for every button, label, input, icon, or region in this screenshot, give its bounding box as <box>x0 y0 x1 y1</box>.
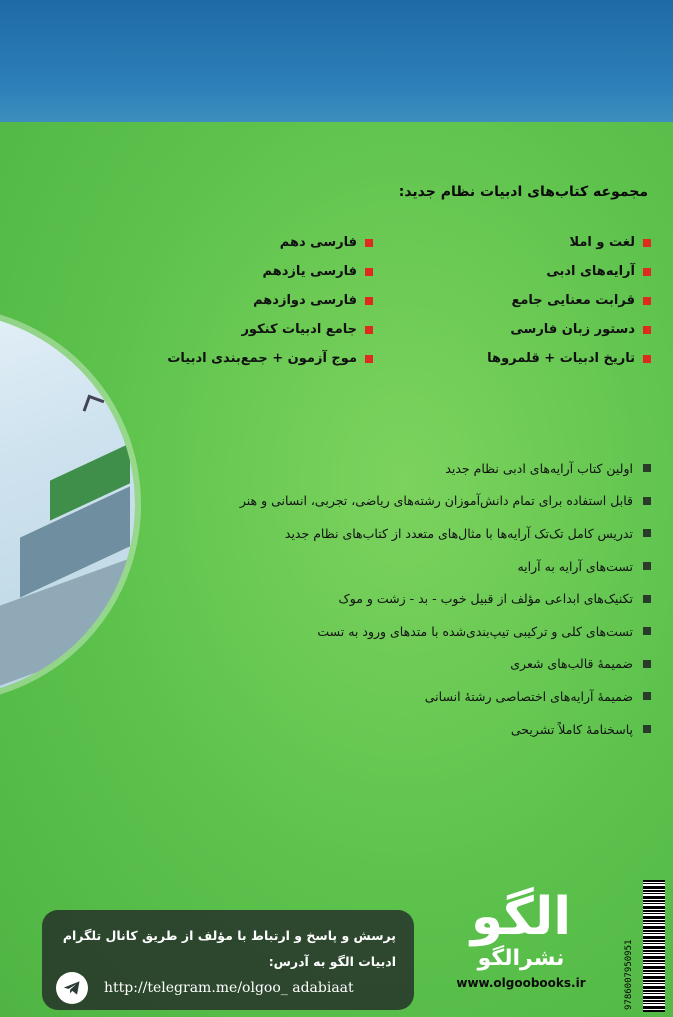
telegram-info-box <box>42 910 414 1010</box>
bullet-square-icon <box>643 529 651 537</box>
bullet-square-icon <box>365 239 373 247</box>
book-item: فارسی یازدهم <box>167 257 373 286</box>
book-item: قرابت معنایی جامع <box>487 286 651 315</box>
feature-item: تست‌های کلی و ترکیبی تیپ‌بندی‌شده با متدهای ورود به تست <box>240 615 651 648</box>
bullet-square-icon <box>365 355 373 363</box>
feature-item: قابل استفاده برای تمام دانش‌آموزان رشته‌های ریاضی، تجربی، انسانی و هنر <box>240 485 651 518</box>
series-title: مجموعه کتاب‌های ادبیات نظام جدید: <box>398 184 648 200</box>
bullet-square-icon <box>643 595 651 603</box>
feature-item: تست‌های آرایه به آرایه <box>240 550 651 583</box>
publisher-website[interactable]: www.olgoobooks.ir <box>456 976 586 990</box>
feature-item: ضمیمهٔ قالب‌های شعری <box>240 648 651 681</box>
bullet-square-icon <box>365 297 373 305</box>
isbn-number: 9786007950951 <box>624 939 634 1010</box>
book-item: آرایه‌های ادبی <box>487 257 651 286</box>
bird-icon <box>83 395 105 417</box>
feature-item: تکنیک‌های ابداعی مؤلف از قبیل خوب - بد - زشت و موک <box>240 582 651 615</box>
telegram-icon <box>56 972 88 1004</box>
bullet-square-icon <box>643 326 651 334</box>
top-blue-band <box>0 0 673 122</box>
bullet-square-icon <box>643 692 651 700</box>
bullet-square-icon <box>643 355 651 363</box>
bullet-square-icon <box>643 497 651 505</box>
bullet-square-icon <box>643 239 651 247</box>
bullet-square-icon <box>365 326 373 334</box>
book-list-left <box>167 228 373 373</box>
bullet-square-icon <box>643 268 651 276</box>
book-item: جامع ادبیات کنکور <box>167 315 373 344</box>
bullet-square-icon <box>643 562 651 570</box>
feature-item: تدریس کامل تک‌تک آرایه‌ها با مثال‌های متعدد از کتاب‌های نظام جدید <box>240 517 651 550</box>
bullet-square-icon <box>365 268 373 276</box>
telegram-line-1: پرسش و پاسخ و ارتباط با مؤلف از طریق کانال تلگرام <box>62 928 396 943</box>
book-item: فارسی دوازدهم <box>167 286 373 315</box>
bullet-square-icon <box>643 627 651 635</box>
book-item: موج آزمون + جمع‌بندی ادبیات <box>167 344 373 373</box>
publisher-logo <box>421 888 621 1003</box>
book-item: فارسی دهم <box>167 228 373 257</box>
feature-list <box>240 452 651 745</box>
bullet-square-icon <box>643 660 651 668</box>
book-item: لغت و املا <box>487 228 651 257</box>
publisher-name: نشرالگو <box>477 946 565 971</box>
bullet-square-icon <box>643 725 651 733</box>
bullet-square-icon <box>643 297 651 305</box>
isbn-barcode <box>643 880 665 1012</box>
book-item: تاریخ ادبیات + قلمروها <box>487 344 651 373</box>
feature-item: پاسخنامهٔ کاملاً تشریحی <box>240 713 651 746</box>
telegram-icon-glyph <box>62 978 82 998</box>
book-item: دستور زبان فارسی <box>487 315 651 344</box>
feature-item: اولین کتاب آرایه‌های ادبی نظام جدید <box>240 452 651 485</box>
feature-item: ضمیمهٔ آرایه‌های اختصاصی رشتهٔ انسانی <box>240 680 651 713</box>
telegram-line-2: ادبیات الگو به آدرس: <box>268 954 396 969</box>
logo-mark: الگو <box>470 887 572 947</box>
book-list-right <box>487 228 651 373</box>
telegram-link[interactable]: http://telegram.me/olgoo_ adabiaat <box>104 980 354 996</box>
bullet-square-icon <box>643 464 651 472</box>
